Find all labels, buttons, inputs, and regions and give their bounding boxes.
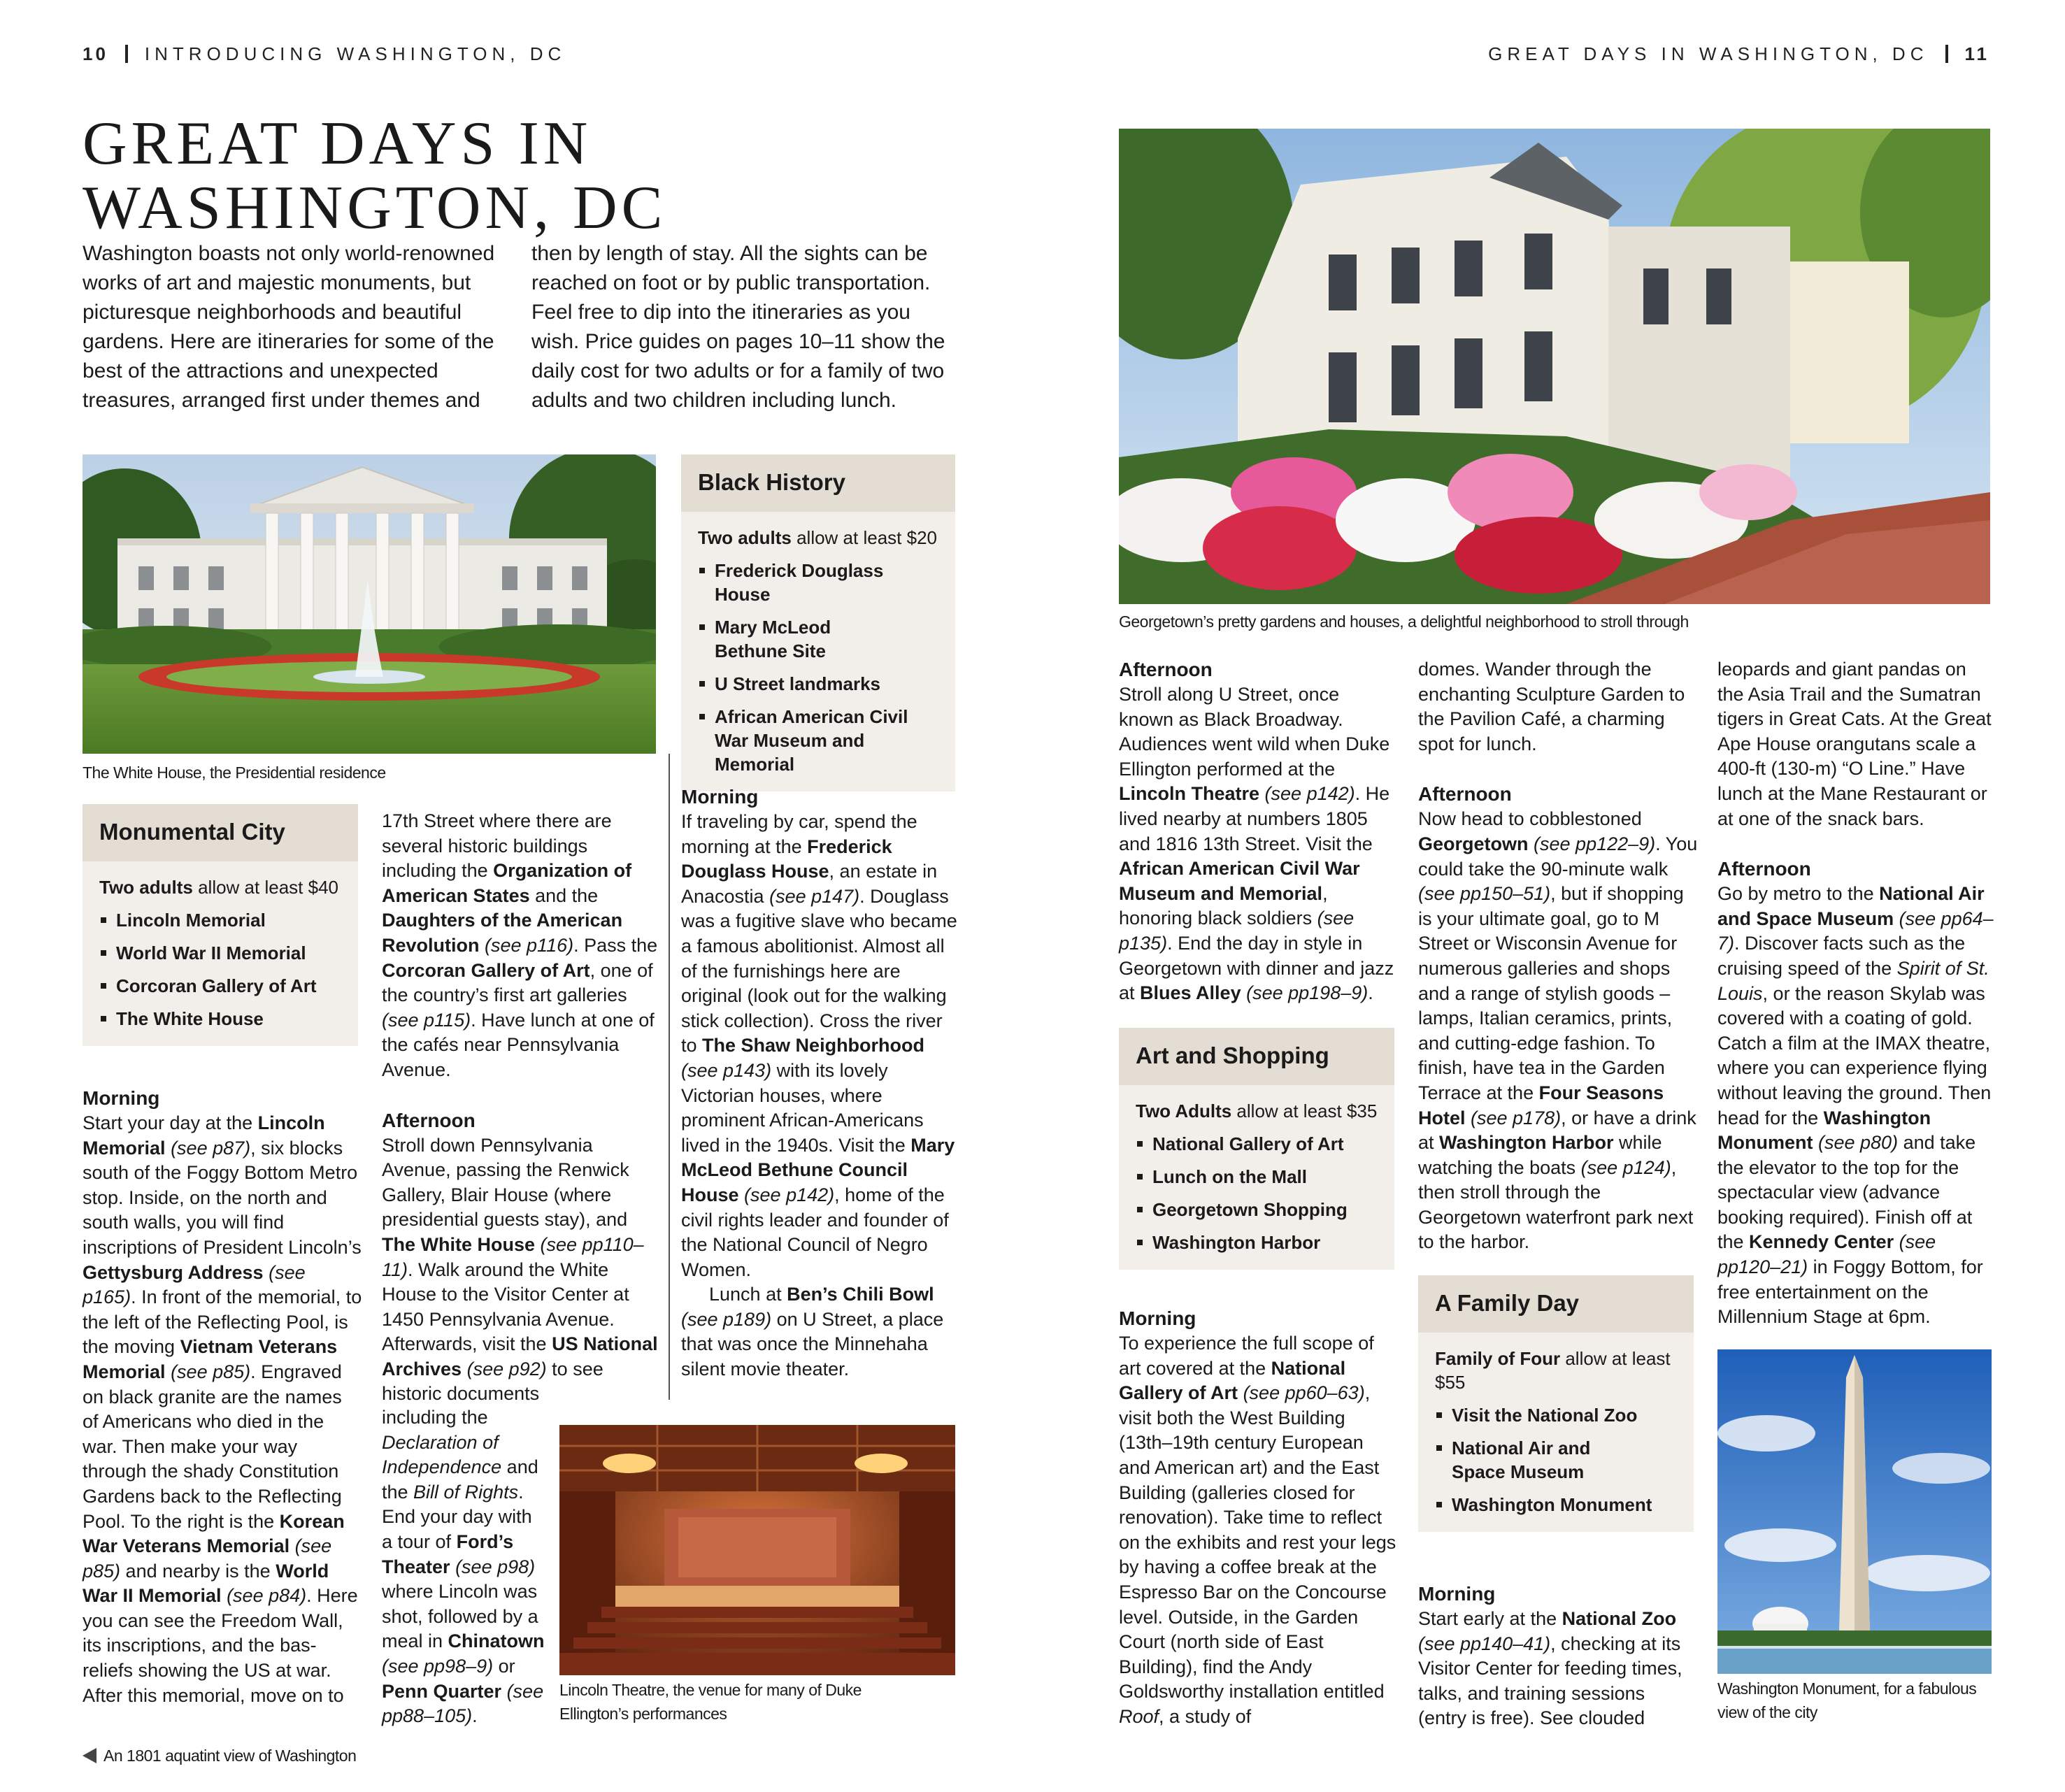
intro-paragraph-1: Washington boasts not only world-renowned works of art and majestic monuments, but picturesque neighborhoods and beautiful gardens. Here are itineraries for some of the best of the attractions and unexpected treasures, arranged first under themes and (83, 242, 495, 412)
column-3-text: Morning If traveling by car, spend the morning at the Frederick Douglass House, an estate in Anacostia (see p147). Douglass was a fugitive slave who became a famous abolitionist. Almost all of the furnishings here are original (look out for the walking stick collection). Cross the river to The Shaw Neighborhood (see p143) with its lovely Victorian houses, where prominent African-Americans lived in the 1940s. Visit the Mary McLeod Bethune Council House (see p142), home of the civil rights leader and founder of the National Council of Negro Women. Lunch at Ben’s Chili Bowl (see p189) on U Street, a place that was once the Minnehaha silent movie theater. (681, 784, 961, 1382)
running-header-right (1488, 43, 1989, 65)
art-shopping-title: Art and Shopping (1119, 1028, 1394, 1085)
column-2-text: 17th Street where there are several historic buildings including the Organization of American States and the Daughters of the American Revolution (see p116). Pass the Corcoran Gallery of Art, one of the country’s first art galleries (see p115). Have lunch at one of the cafés near Pennsylvania Avenue. Afternoon Stroll down Pennsylvania Avenue, passing the Renwick Gallery, Blair House (where presidential guests stay), and The White House (see pp110–11). Walk around the White House to the Visitor Center at 1450 Pennsylvania Avenue. Afterwards, visit the US National Archives (see p92) to see historic documents (382, 809, 662, 1407)
family-day-box (1418, 1275, 1694, 1532)
monumental-city-title: Monumental City (83, 804, 358, 861)
column-1-text: Morning Start your day at the Lincoln Memorial (see p87), six blocks south of the Foggy Bottom Metro stop. Inside, on the north and south walls, you will find inscriptions of President Lincoln’s Gettysburg Address (see p165). In front of the memorial, to the left of the Reflecting Pool, is the moving Vietnam Veterans Memorial (see p85). Engraved on black granite are the names of Americans who died in the war. Then make your way through the shady Constitution Gardens back to the Reflecting Pool. To the right is the Korean War Veterans Memorial (see p85) and nearby is the World War II Memorial (see p84). Here you can see the Freedom Wall, its inscriptions, and the bas-reliefs showing the US at war. After this memorial, move on to (83, 1087, 362, 1706)
list-item: Lincoln Memorial (99, 908, 341, 932)
column-6-text: leopards and giant pandas on the Asia Trail and the Sumatran tigers in Great Cats. At the Great Ape House orangutans scale a 400-ft (130-m) “O Line.” Have lunch at the Mane Restaurant or at one of the snack bars. Afternoon Go by metro to the National Air and Space Museum (see pp64–7). Discover facts such as the cruising speed of the Spirit of St. Louis, or the reason Skylab was covered with a coating of gold. Catch a film at the IMAX theatre, where you can experience flying without leaving the ground. Then head for the Washington Monument (see p80) and take the elevator to the top for the spectacular view (advance booking required). Finish off at the Kennedy Center (see pp120–21) in Foggy Bottom, for free entertainment on the Millennium Stage at 6pm. (1717, 657, 1997, 1330)
page-title-line-2: WASHINGTON, DC (83, 174, 667, 242)
list-item: World War II Memorial (99, 941, 341, 965)
georgetown-caption: Georgetown’s pretty gardens and houses, a delightful neighborhood to stroll through (1119, 612, 1689, 631)
afternoon-heading: Afternoon (382, 1109, 476, 1131)
lincoln-theatre-caption: Lincoln Theatre, the venue for many of Duke Ellington’s performances (559, 1681, 862, 1723)
lincoln-theatre-photo (559, 1425, 955, 1675)
column-2-narrow-text: including the Declaration of Independence and the Bill of Rights. End your day with a tour of Ford’s Theater (see p98) where Lincoln was shot, followed by a meal in Chinatown (see pp98–9) or Penn Quarter (see pp88–105). (382, 1407, 545, 1727)
list-item: Washington Harbor (1136, 1231, 1378, 1254)
list-item: African American Civil War Museum and Memorial (698, 705, 938, 776)
column-5-text: domes. Wander through the enchanting Sculpture Garden to the Pavilion Café, a charming spot for lunch. Afternoon Now head to cobblestoned Georgetown (see pp122–9). You could take the 90-minute walk (see pp150–51), but if shopping is your ultimate goal, go to M Street or Wisconsin Avenue for numerous galleries and shops and a range of stylish goods – lamps, Italian ceramics, prints, and cutting-edge fashion. To finish, have tea in the Garden Terrace at the Four Seasons Hotel (see p178), or have a drink at Washington Harbor while watching the boats (see p124), then stroll through the Georgetown waterfront park next to the harbor. (1418, 659, 1698, 1253)
page-number-left: 10 (83, 43, 108, 64)
art-shopping-price: Two Adults allow at least $35 (1136, 1101, 1378, 1121)
art-shopping-box (1119, 1028, 1394, 1270)
column-5-lower-text: Morning Start early at the National Zoo (see pp140–41), checking at its Visitor Center for feeding times, talks, and training sessions (entry is free). See clouded (1418, 1582, 1698, 1731)
washington-monument-photo (1717, 1349, 1992, 1674)
running-header-left (83, 43, 566, 65)
morning-heading: Morning (83, 1087, 160, 1109)
list-item: Mary McLeod Bethune Site (698, 615, 841, 663)
black-history-box (681, 454, 955, 791)
afternoon-heading: Afternoon (1119, 659, 1213, 680)
page-title-line-1: GREAT DAYS IN (83, 110, 592, 178)
monumental-city-box (83, 804, 358, 1046)
column-rule (669, 754, 670, 1400)
header-divider (1945, 45, 1948, 63)
list-item: Frederick Douglass House (698, 559, 938, 606)
afternoon-heading: Afternoon (1418, 783, 1512, 805)
white-house-caption: The White House, the Presidential residence (83, 764, 386, 782)
intro-paragraph-2: then by length of stay. All the sights can be reached on foot or by public transportation. Feel free to dip into the itineraries as you wish. Price guides on pages 10–11 show the daily cost for two adults or for a family of two adults and two children including lunch. (531, 242, 945, 412)
page-title (83, 112, 782, 241)
white-house-photo (83, 454, 656, 754)
list-item: Georgetown Shopping (1136, 1198, 1378, 1221)
georgetown-photo (1119, 129, 1990, 604)
list-item: Corcoran Gallery of Art (99, 974, 341, 998)
left-arrow-icon (83, 1748, 97, 1763)
family-day-title: A Family Day (1418, 1275, 1694, 1333)
list-item: Washington Monument (1435, 1493, 1677, 1517)
monumental-city-price: Two adults allow at least $40 (99, 877, 338, 898)
list-item: U Street landmarks (698, 672, 938, 696)
list-item: The White House (99, 1007, 341, 1031)
running-title-right: GREAT DAYS IN WASHINGTON, DC (1488, 43, 1929, 64)
running-title-left: INTRODUCING WASHINGTON, DC (144, 43, 566, 64)
column-4-lower-text: Morning To experience the full scope of art covered at the National Gallery of Art (see pp60–63), visit both the West Building (13th–19th century European and American art) and the East Building (galleries closed for renovation). Take time to reflect on the exhibits and rest your legs by having a coffee break at the Espresso Bar on the Concourse level. Outside, in the Garden Court (north side of East Building), find the Andy Goldsworthy installation entitled Roof, a study of (1119, 1306, 1399, 1730)
list-item: Lunch on the Mall (1136, 1165, 1378, 1189)
list-item: National Air and Space Museum (1435, 1436, 1606, 1484)
morning-heading: Morning (1119, 1307, 1196, 1329)
page-number-right: 11 (1964, 43, 1989, 64)
afternoon-heading: Afternoon (1717, 858, 1811, 880)
morning-heading: Morning (681, 786, 759, 808)
family-day-price: Family of Four allow at least $55 (1435, 1348, 1671, 1393)
washington-monument-caption: Washington Monument, for a fabulous view of the city (1717, 1679, 1977, 1721)
list-item: Visit the National Zoo (1435, 1403, 1677, 1427)
header-divider (125, 45, 128, 63)
black-history-title: Black History (681, 454, 955, 512)
morning-heading: Morning (1418, 1583, 1496, 1605)
aquatint-caption: An 1801 aquatint view of Washington (83, 1744, 356, 1768)
black-history-price: Two adults allow at least $20 (698, 527, 937, 548)
column-4-text: Afternoon Stroll along U Street, once known as Black Broadway. Audiences went wild when Duke Ellington performed at the Lincoln Theatre (see p142). He lived nearby at numbers 1805 and 1816 13th Street. Visit the African American Civil War Museum and Memorial, honoring black soldiers (see p135). End the day in style in Georgetown with dinner and jazz at Blues Alley (see pp198–9). (1119, 657, 1399, 1006)
list-item: National Gallery of Art (1136, 1132, 1378, 1156)
